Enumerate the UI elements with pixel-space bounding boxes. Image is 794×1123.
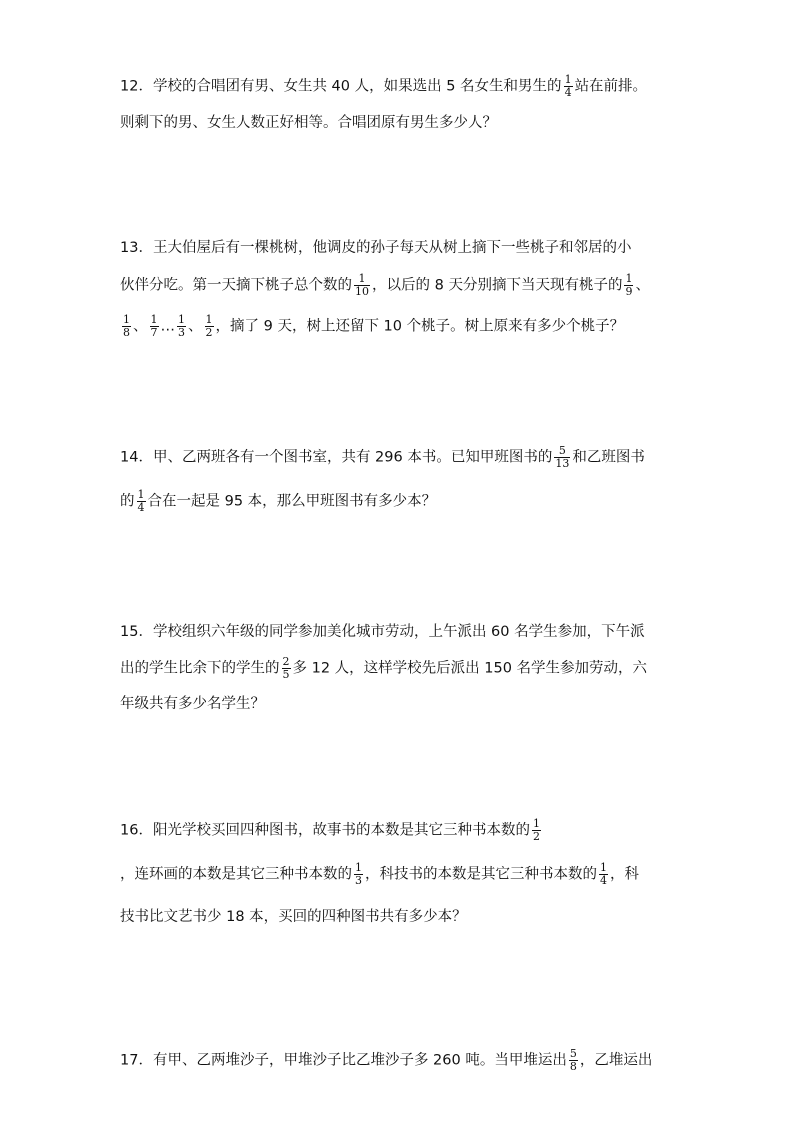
text-run: 多 12 人，这样学校先后派出 150 名学生参加劳动，六 (292, 660, 648, 677)
fraction-numerator: 1 (123, 313, 130, 326)
problem-line (120, 74, 647, 99)
fraction-denominator: 7 (150, 326, 158, 339)
problem-line (120, 656, 647, 681)
fraction-denominator: 5 (282, 668, 290, 681)
fraction-denominator: 9 (625, 285, 633, 298)
text-run: 站在前排。 (574, 78, 648, 95)
fraction-numerator: 1 (137, 488, 145, 501)
problem-line (120, 818, 543, 843)
fraction-denominator: 4 (564, 86, 572, 99)
problem-line (120, 620, 645, 641)
text-run: 、 (188, 318, 203, 335)
fraction-numerator: 1 (354, 273, 370, 286)
fraction-denominator: 4 (137, 501, 145, 514)
fraction-numerator: 2 (282, 655, 290, 668)
fraction-denominator: 8 (123, 326, 130, 339)
fraction-numerator: 1 (150, 313, 158, 326)
fraction (599, 862, 608, 887)
text-run: 年级共有多少名学生？ (120, 696, 265, 712)
text-run: 和乙班图书 (572, 449, 645, 466)
text-run: 15．学校组织六年级的同学参加美化城市劳动，上午派出 60 名学生参加，下午派 (120, 624, 645, 640)
fraction (354, 862, 363, 887)
text-run: 、 (635, 277, 650, 294)
fraction-denominator: 8 (569, 1060, 577, 1073)
problem-line (120, 111, 497, 132)
problem-line (120, 314, 624, 339)
text-run: 合在一起是 95 本，那么甲班图书有多少本？ (147, 493, 437, 510)
fraction-denominator: 3 (355, 874, 362, 887)
text-run: … (160, 318, 175, 335)
fraction-numerator: 1 (205, 313, 213, 326)
fraction (554, 445, 570, 470)
fraction (282, 656, 291, 681)
text-run: 伙伴分吃。第一天摘下桃子总个数的 (120, 277, 352, 294)
text-run: 技书比文艺书少 18 本，买回的四种图书共有多少本？ (120, 909, 467, 925)
fraction-numerator: 1 (600, 861, 607, 874)
fraction (564, 74, 573, 99)
problem-line (120, 692, 265, 713)
problem-line (120, 905, 467, 926)
fraction-numerator: 1 (564, 73, 572, 86)
fraction (205, 314, 214, 339)
text-run: ，科技书的本数是其它三种书本数的 (365, 866, 597, 883)
fraction (569, 1048, 578, 1073)
problem-line (120, 489, 436, 514)
fraction (150, 314, 159, 339)
problem-line (120, 445, 645, 470)
fraction-denominator: 3 (178, 326, 185, 339)
text-run: 12．学校的合唱团有男、女生共 40 人，如果选出 5 名女生和男生的 (120, 78, 562, 95)
fraction (532, 818, 541, 843)
text-run: ，科 (610, 866, 639, 883)
fraction-numerator: 1 (178, 313, 185, 326)
problem-line (120, 273, 650, 298)
fraction-numerator: 5 (554, 445, 570, 458)
fraction-numerator: 1 (532, 817, 540, 830)
fraction-denominator: 2 (205, 326, 213, 339)
fraction-denominator: 4 (600, 874, 607, 887)
fraction-numerator: 5 (569, 1047, 577, 1060)
fraction-denominator: 10 (355, 285, 369, 298)
fraction (354, 273, 370, 298)
fraction (137, 489, 146, 514)
problem-line (120, 1048, 652, 1073)
text-run: 的 (120, 493, 135, 510)
text-run: 13．王大伯屋后有一棵桃树，他调皮的孙子每天从树上摘下一些桃子和邻居的小 (120, 240, 632, 256)
problem-line (120, 862, 639, 887)
text-run: 14．甲、乙两班各有一个图书室，共有 296 本书。已知甲班图书的 (120, 449, 553, 466)
fraction-numerator: 1 (355, 861, 362, 874)
problem-line (120, 236, 631, 257)
fraction (122, 314, 131, 339)
text-run: ，摘了 9 天，树上还留下 10 个桃子。树上原来有多少个桃子？ (215, 318, 625, 335)
fraction (624, 273, 633, 298)
fraction-denominator: 13 (555, 457, 570, 470)
text-run: ，乙堆运出 (579, 1052, 653, 1069)
text-run: 则剩下的男、女生人数正好相等。合唱团原有男生多少人？ (120, 115, 497, 131)
text-run: 出的学生比余下的学生的 (120, 660, 280, 677)
text-run: 16．阳光学校买回四种图书，故事书的本数是其它三种书本数的 (120, 822, 530, 839)
text-run: ，连环画的本数是其它三种书本数的 (120, 866, 352, 883)
text-run: 17．有甲、乙两堆沙子，甲堆沙子比乙堆沙子多 260 吨。当甲堆运出 (120, 1052, 567, 1069)
fraction-numerator: 1 (625, 272, 633, 285)
text-run: ，以后的 8 天分别摘下当天现有桃子的 (372, 277, 623, 294)
fraction-denominator: 2 (532, 830, 540, 843)
fraction (177, 314, 186, 339)
text-run: 、 (133, 318, 148, 335)
